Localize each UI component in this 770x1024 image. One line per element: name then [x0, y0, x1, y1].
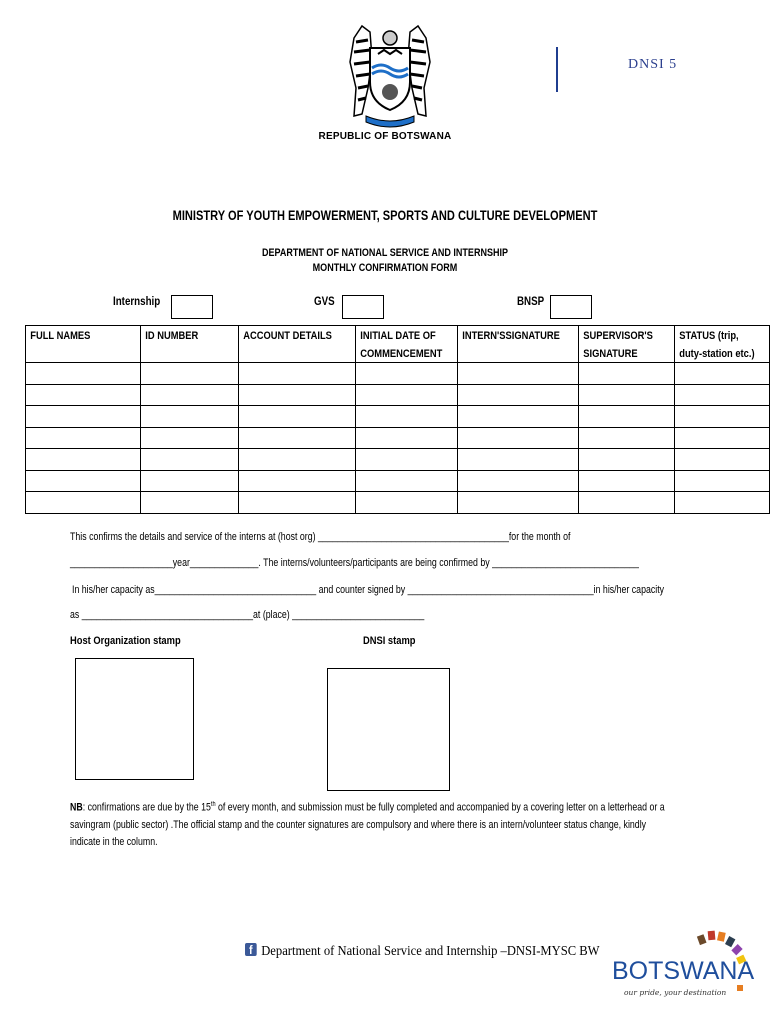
- dnsi-stamp-box[interactable]: [327, 668, 450, 791]
- col-supervisor-signature: SUPERVISOR'S SIGNATURE: [579, 326, 675, 363]
- ministry-title: MINISTRY OF YOUTH EMPOWERMENT, SPORTS AND CULTURE DEVELOPMENT: [172, 208, 598, 223]
- table-row: [26, 406, 770, 428]
- botswana-brand-logo: [610, 927, 760, 999]
- republic-label: REPUBLIC OF BOTSWANA: [318, 131, 452, 142]
- col-account-details: ACCOUNT DETAILS: [239, 326, 355, 363]
- header-divider: [556, 47, 558, 92]
- dnsi-stamp-label: DNSI stamp: [363, 635, 416, 647]
- note-paragraph: NB: confirmations are due by the 15th of every month, and submission must be fully completed and accompanied by a covering letter on a letterhead or a savingram (public sector) .The official stamp and the counter signatures are compulsory and where there is an intern/volunteer status change, kindly indicate in the column.: [70, 801, 665, 848]
- host-stamp-box[interactable]: [75, 658, 194, 780]
- table-header-row: [26, 326, 770, 363]
- confirmation-line-3: In his/her capacity as_________________________________ and counter signed by ______________________________________in his/her capacity: [72, 584, 665, 596]
- coat-of-arms-logo: [340, 18, 440, 130]
- option-gvs-box[interactable]: [342, 295, 384, 319]
- footer-text: f Department of National Service and Internship –DNSI-MYSC BW: [245, 943, 600, 960]
- col-status: STATUS (trip, duty-station etc.): [675, 326, 770, 363]
- table-row: [26, 492, 770, 514]
- option-gvs-label: GVS: [314, 296, 335, 308]
- table-row: [26, 384, 770, 406]
- col-full-names: FULL NAMES: [26, 326, 141, 363]
- option-bnsp-box[interactable]: [550, 295, 592, 319]
- option-bnsp-label: BNSP: [517, 296, 545, 308]
- host-stamp-label: Host Organization stamp: [70, 635, 181, 647]
- table-row: [26, 470, 770, 492]
- confirmation-line-2: _____________________year______________. The interns/volunteers/participants are being confirmed by ______________________________: [70, 557, 639, 569]
- facebook-icon[interactable]: f: [245, 943, 257, 956]
- svg-text:BOTSWANA: BOTSWANA: [612, 957, 755, 985]
- option-internship-label: Internship: [113, 296, 161, 308]
- confirmation-line-1: This confirms the details and service of the interns at (host org) _______________________________________for the month of: [70, 531, 571, 543]
- col-initial-date: INITIAL DATE OF COMMENCEMENT: [355, 326, 458, 363]
- table-row: [26, 363, 770, 385]
- table-row: [26, 449, 770, 471]
- note-label: NB: [70, 801, 83, 814]
- col-intern-signature: INTERN'SSIGNATURE: [458, 326, 579, 363]
- form-code: DNSI 5: [628, 57, 678, 72]
- interns-table: [25, 325, 770, 514]
- department-heading: [69, 246, 700, 276]
- form-title: MONTHLY CONFIRMATION FORM: [312, 262, 458, 274]
- confirmation-line-4: as ___________________________________at (place) ___________________________: [70, 609, 425, 621]
- svg-text:our pride, your destination: our pride, your destination: [624, 988, 727, 997]
- option-internship-box[interactable]: [171, 295, 213, 319]
- table-row: [26, 427, 770, 449]
- department-name: DEPARTMENT OF NATIONAL SERVICE AND INTERNSHIP: [261, 247, 509, 259]
- col-id-number: ID NUMBER: [141, 326, 239, 363]
